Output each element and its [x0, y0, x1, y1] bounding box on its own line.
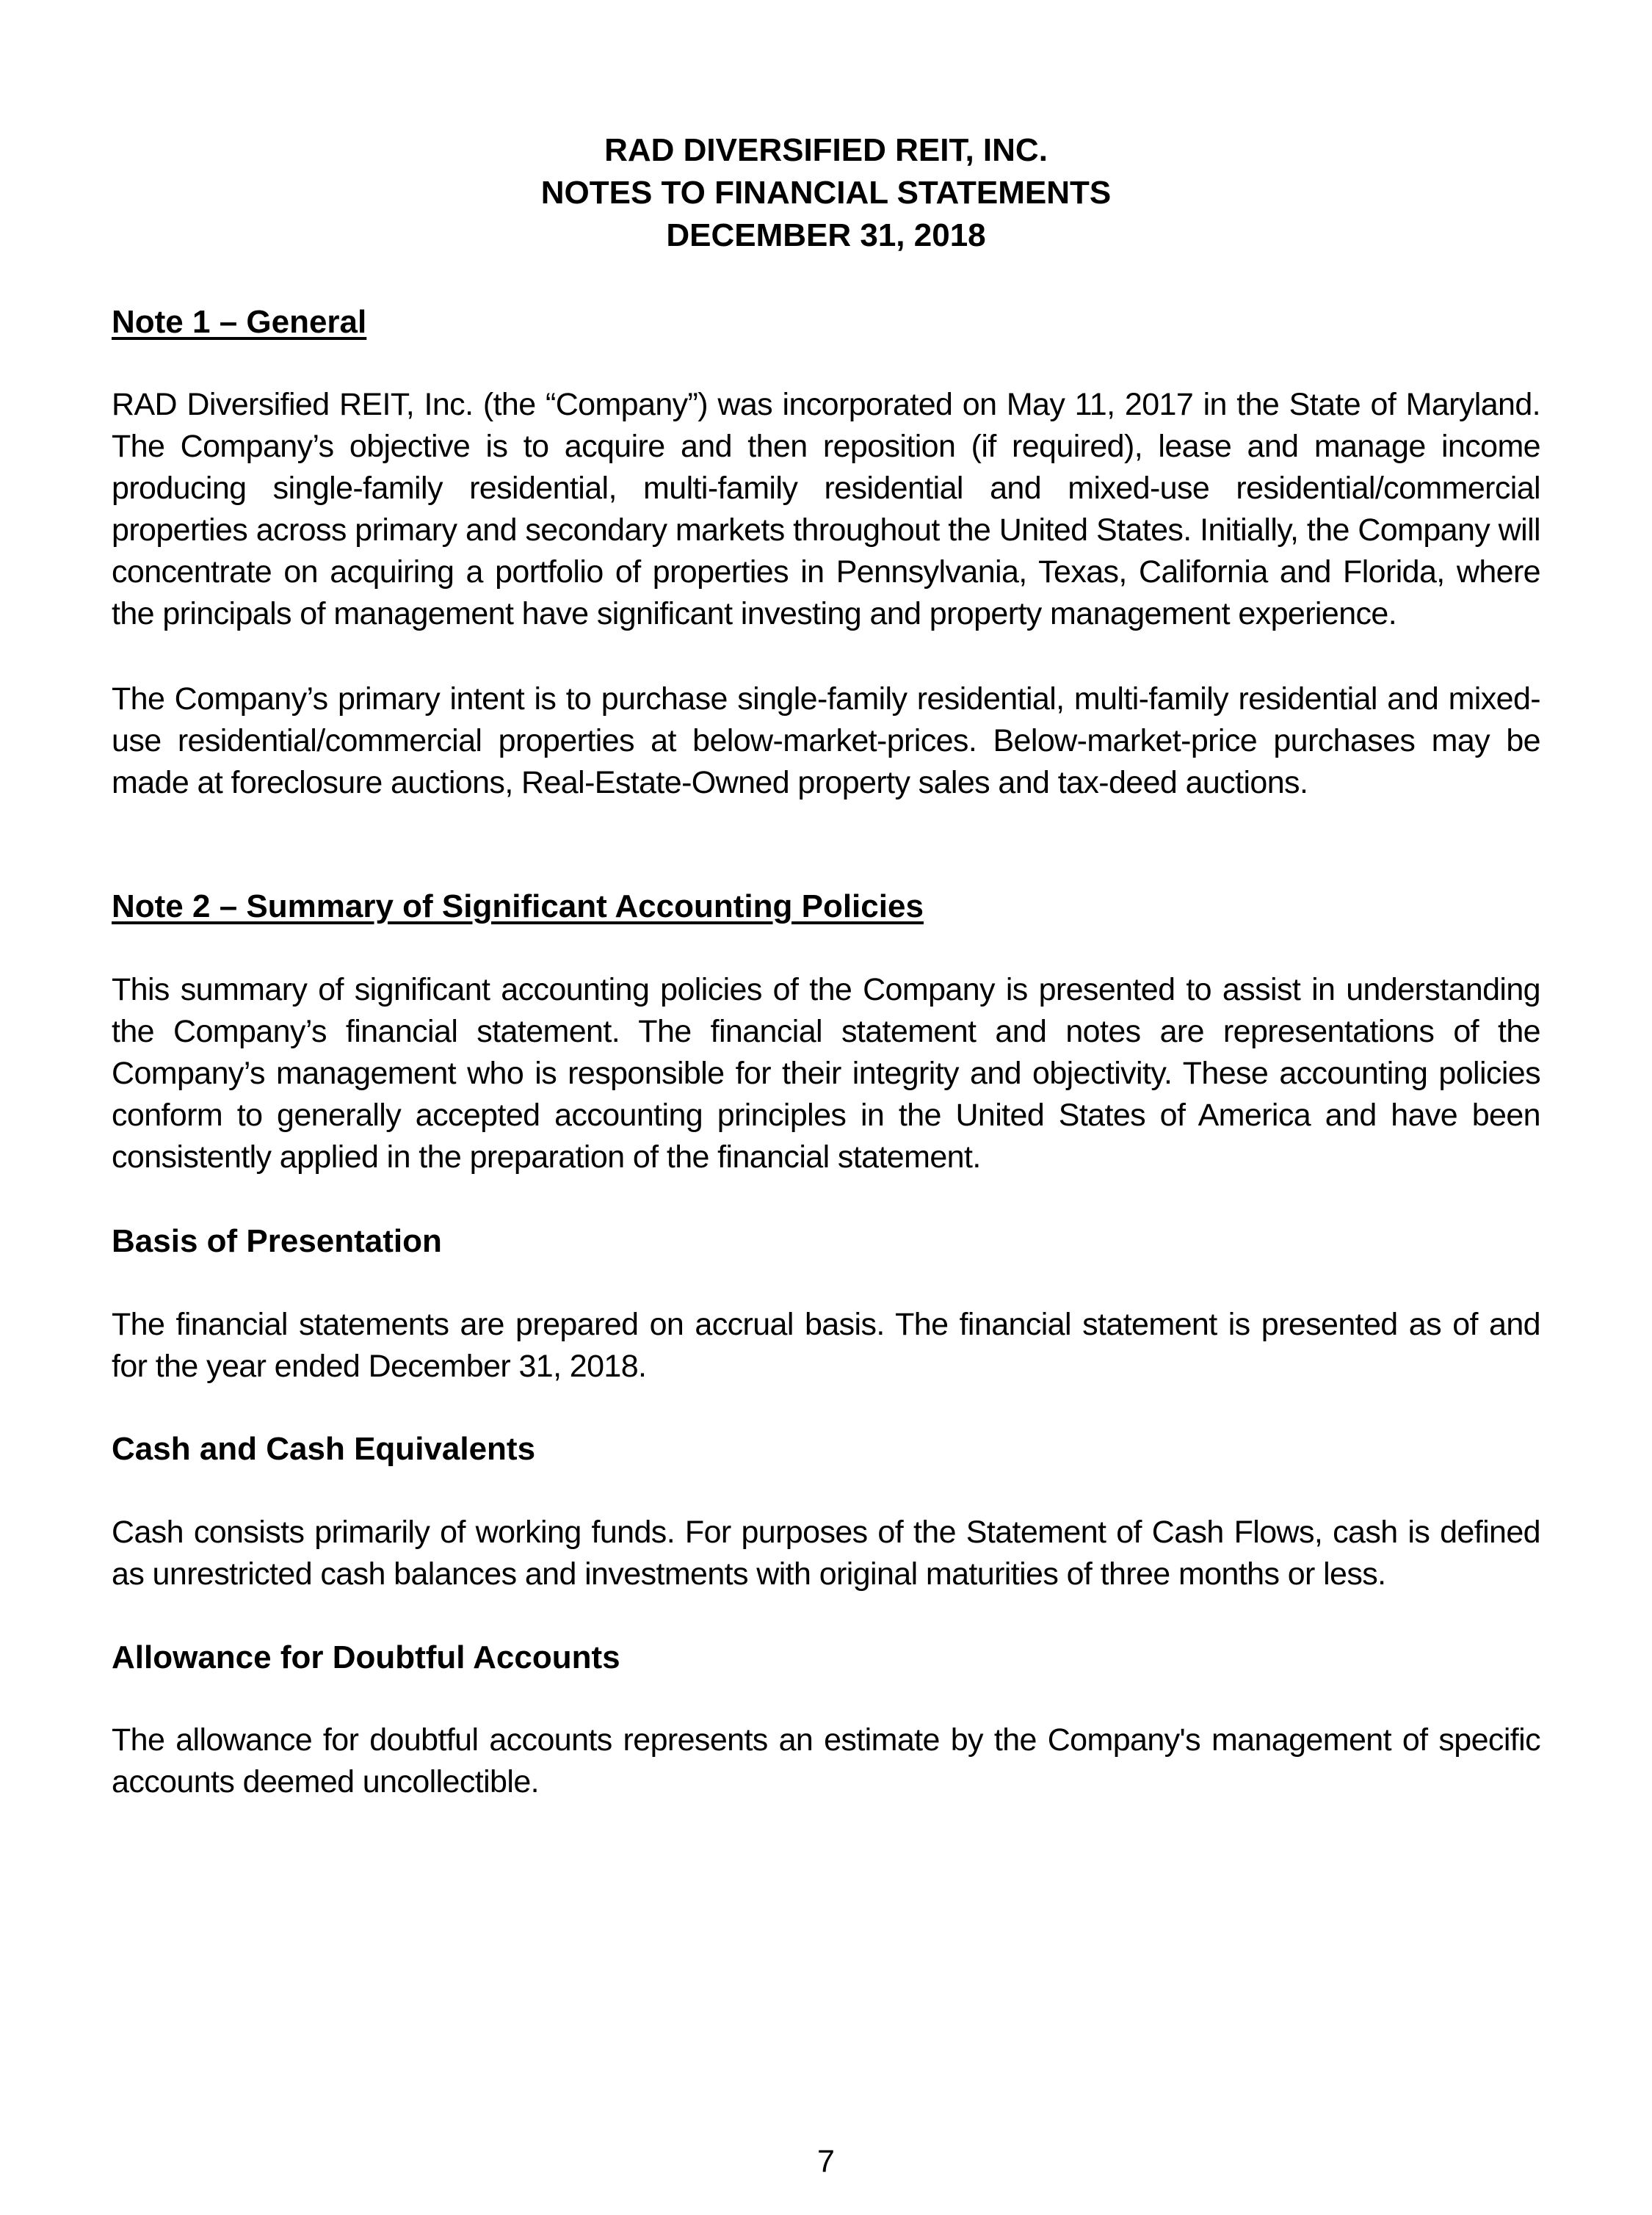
- document-header: [112, 129, 1540, 257]
- doubtful-accounts-text: The allowance for doubtful accounts represents an estimate by the Company's management of specific accounts deemed uncollectible.: [112, 1722, 1540, 1799]
- basis-of-presentation-text: The financial statements are prepared on accrual basis. The financial statement is presented as of and for the year ended December 31, 2018.: [112, 1307, 1540, 1384]
- document-date: DECEMBER 31, 2018: [666, 217, 986, 253]
- basis-of-presentation-heading: Basis of Presentation: [112, 1223, 442, 1259]
- cash-equivalents-text: Cash consists primarily of working funds. For purposes of the Statement of Cash Flows, cash is defined as unrestricted cash balances and investments with original maturities of three months or less.: [112, 1515, 1540, 1592]
- page-number: 7: [817, 2144, 835, 2179]
- note2-heading: Note 2 – Summary of Significant Accounting Policies: [112, 888, 924, 924]
- company-name: RAD DIVERSIFIED REIT, INC.: [604, 132, 1048, 168]
- note1-paragraph-1: RAD Diversified REIT, Inc. (the “Company”) was incorporated on May 11, 2017 in the State of Maryland. The Company’s objective is to acquire and then reposition (if required), lease and manage income producing single-family residential, multi-family residential and mixed-use residential/commercial properties across primary and secondary markets throughout the United States. Initially, the Company will concentrate on acquiring a portfolio of properties in Pennsylvania, Texas, California and Florida, where the principals of management have significant investing and property management experience.: [112, 387, 1540, 631]
- cash-equivalents-heading: Cash and Cash Equivalents: [112, 1431, 536, 1467]
- document-page: [112, 0, 1540, 2215]
- document-title: NOTES TO FINANCIAL STATEMENTS: [540, 175, 1112, 211]
- note2-intro: This summary of significant accounting policies of the Company is presented to assist in understanding the Company’s financial statement. The financial statement and notes are representations of the Company’s management who is responsible for their integrity and objectivity. These accounting policies conform to generally accepted accounting principles in the United States of America and have been consistently applied in the preparation of the financial statement.: [112, 972, 1540, 1175]
- doubtful-accounts-heading: Allowance for Doubtful Accounts: [112, 1639, 620, 1675]
- note1-paragraph-2: The Company’s primary intent is to purchase single-family residential, multi-family residential and mixed-use residential/commercial properties at below-market-prices. Below-market-price purchases may be made at foreclosure auctions, Real-Estate-Owned property sales and tax-deed auctions.: [112, 681, 1540, 800]
- note1-heading: Note 1 – General: [112, 304, 367, 340]
